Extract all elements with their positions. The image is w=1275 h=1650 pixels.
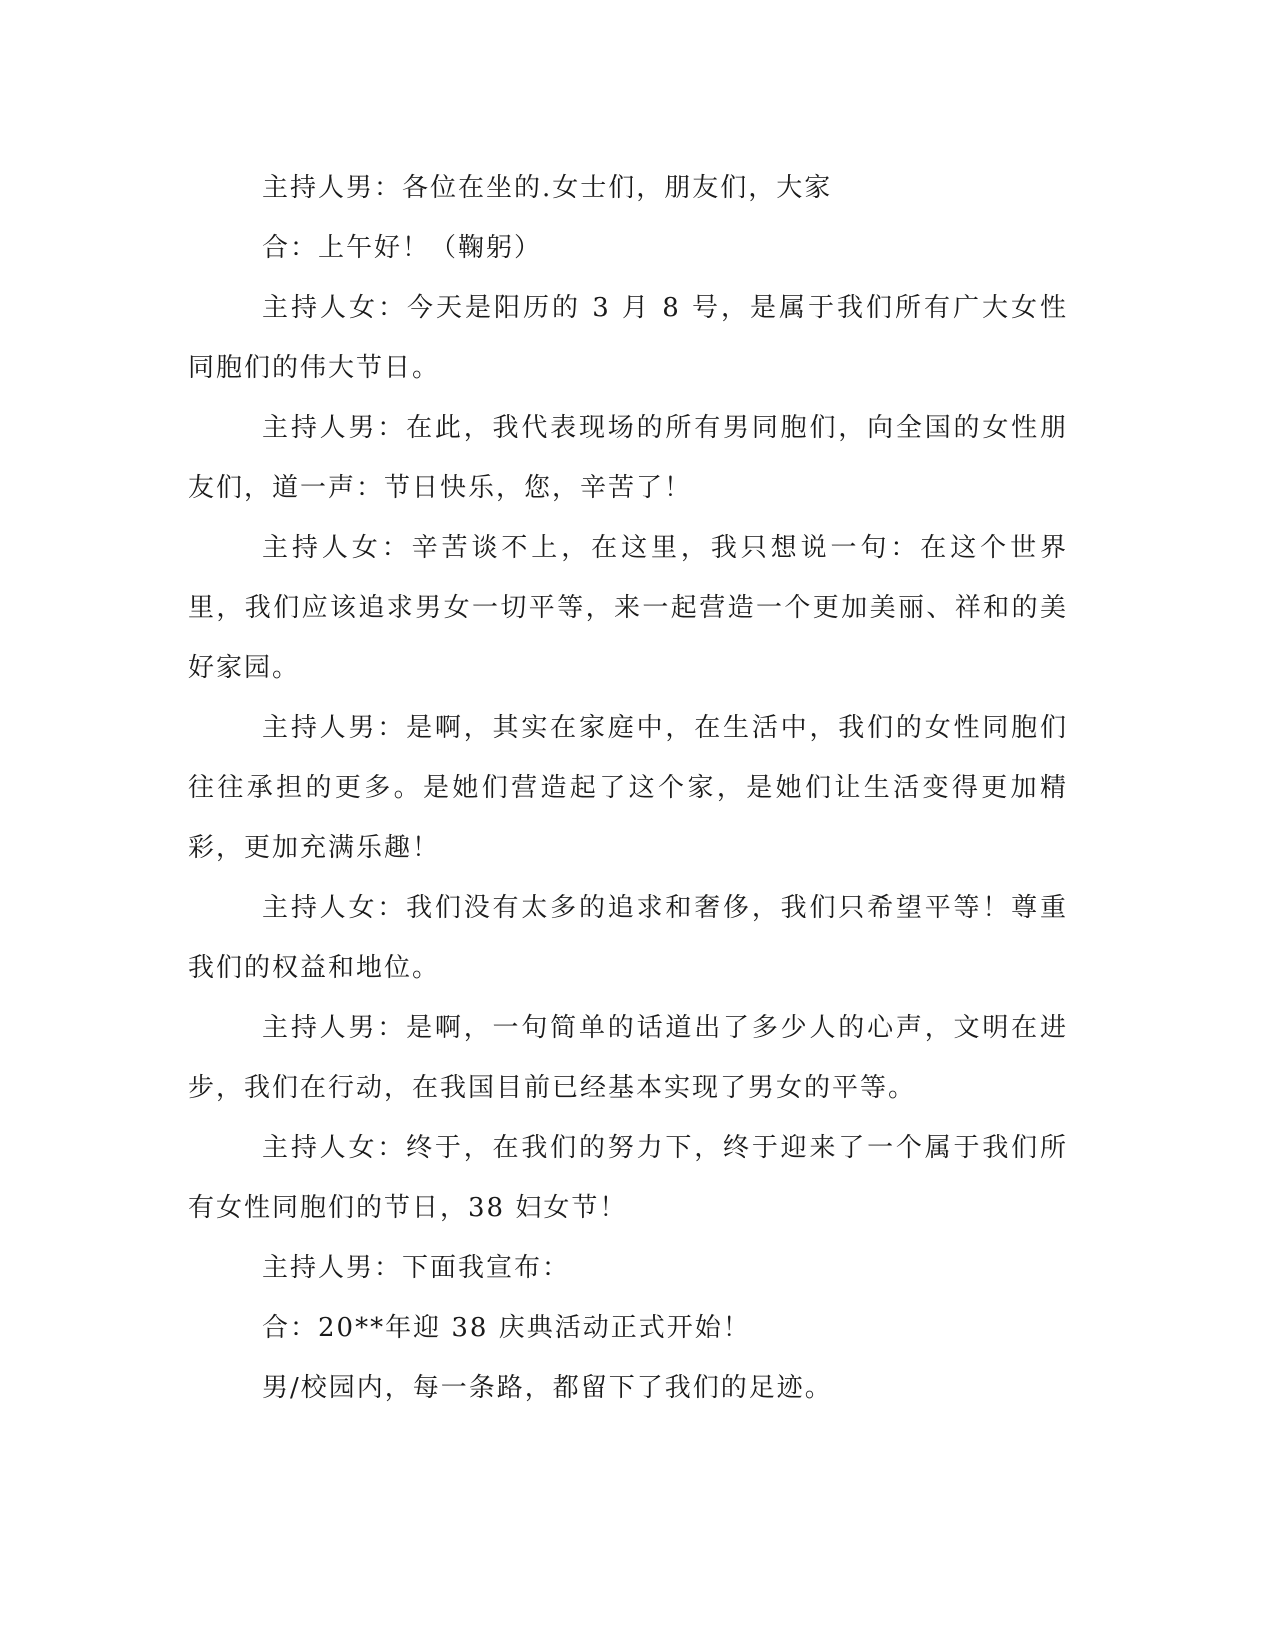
- paragraph-host-male-greeting: 主持人男：各位在坐的.女士们，朋友们，大家: [262, 173, 833, 203]
- paragraph-host-female-march-8: 主持人女：今天是阳历的 3 月 8 号，是属于我们所有广大女性同胞们的伟大节日。: [188, 293, 1068, 383]
- paragraph-together-good-morning: 合：上午好！（鞠躬）: [262, 233, 543, 263]
- document-body: [188, 158, 1068, 1418]
- paragraph-host-male-announce: 主持人男：下面我宣布：: [262, 1253, 571, 1283]
- paragraph-host-female-equality: 主持人女：辛苦谈不上，在这里，我只想说一句：在这个世界里，我们应该追求男女一切平等，来一起营造一个更加美丽、祥和的美好家园。: [188, 533, 1068, 683]
- paragraph-male-campus: 男/校园内，每一条路，都留下了我们的足迹。: [262, 1373, 833, 1403]
- paragraph-host-female-womens-day: 主持人女：终于，在我们的努力下，终于迎来了一个属于我们所有女性同胞们的节日，38 妇女节！: [188, 1133, 1068, 1223]
- paragraph-host-male-family-life: 主持人男：是啊，其实在家庭中，在生活中，我们的女性同胞们往往承担的更多。是她们营造起了这个家，是她们让生活变得更加精彩，更加充满乐趣！: [188, 713, 1068, 863]
- paragraph-host-male-progress: 主持人男：是啊，一句简单的话道出了多少人的心声，文明在进步，我们在行动，在我国目前已经基本实现了男女的平等。: [188, 1013, 1068, 1103]
- paragraph-host-female-respect: 主持人女：我们没有太多的追求和奢侈，我们只希望平等！尊重我们的权益和地位。: [188, 893, 1068, 983]
- paragraph-together-start: 合：20**年迎 38 庆典活动正式开始！: [262, 1313, 751, 1343]
- paragraph-host-male-greetings-to-women: 主持人男：在此，我代表现场的所有男同胞们，向全国的女性朋友们，道一声：节日快乐，您，辛苦了！: [188, 413, 1068, 503]
